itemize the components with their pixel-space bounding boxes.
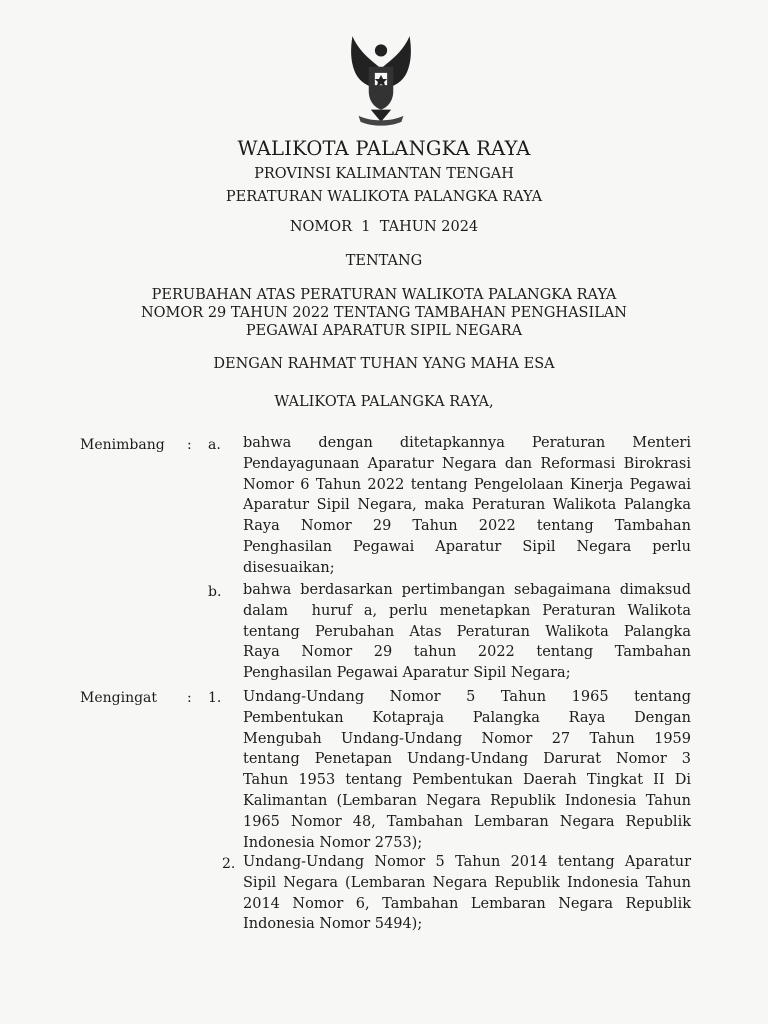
paragraph-line: bahwa dengan ditetapkannya Peraturan Menteri — [243, 435, 691, 451]
paragraph-line: Mengubah Undang-Undang Nomor 27 Tahun 1959 — [243, 730, 691, 747]
paragraph-line: Tahun 1953 tentang Pembentukan Daerah Tingkat II Di — [243, 772, 691, 789]
about-line: NOMOR 29 TAHUN 2022 TENTANG TAMBAHAN PENGHASILAN — [140, 305, 627, 321]
paragraph-line: 1965 Nomor 48, Tambahan Lembaran Negara Republik — [243, 813, 691, 830]
about-block — [0, 286, 768, 340]
about-line: PERUBAHAN ATAS PERATURAN WALIKOTA PALANGKA RAYA — [151, 287, 617, 303]
menimbang-item-b — [243, 580, 691, 684]
menimbang-label: Menimbang — [80, 437, 165, 453]
regulation-number: NOMOR 1 TAHUN 2024 — [289, 219, 479, 235]
mengingat-item-1 — [243, 687, 691, 853]
paragraph-line: tentang Perubahan Atas Peraturan Walikota Palangka — [243, 623, 691, 640]
regulation-line: PERATURAN WALIKOTA PALANGKA RAYA — [225, 189, 543, 205]
menimbang-item-marker: b. — [208, 584, 222, 600]
about-label: TENTANG — [345, 253, 423, 269]
menimbang-item-a — [243, 433, 691, 579]
paragraph-line: Kalimantan (Lembaran Negara Republik Indonesia Tahun — [243, 792, 691, 809]
paragraph-line: Aparatur Sipil Negara, maka Peraturan Walikota Palangka — [243, 497, 691, 514]
paragraph-line: Undang-Undang Nomor 5 Tahun 1965 tentang — [243, 689, 691, 705]
province-line: PROVINSI KALIMANTAN TENGAH — [254, 166, 514, 182]
paragraph-line: tentang Penetapan Undang-Undang Darurat Nomor 3 — [243, 751, 691, 768]
paragraph-line: Raya Nomor 29 tahun 2022 tentang Tambahan — [243, 644, 691, 661]
paragraph-line: Undang-Undang Nomor 5 Tahun 2014 tentang Aparatur — [243, 854, 691, 870]
paragraph-line: Penghasilan Pegawai Aparatur Sipil Negara perlu — [243, 538, 691, 555]
mengingat-label: Mengingat — [80, 690, 158, 706]
paragraph-line: Indonesia Nomor 5494); — [243, 916, 423, 933]
blessing-line: DENGAN RAHMAT TUHAN YANG MAHA ESA — [213, 356, 555, 372]
paragraph-line: Penghasilan Pegawai Aparatur Sipil Negara; — [243, 665, 571, 682]
document-title: WALIKOTA PALANGKA RAYA — [237, 137, 531, 160]
paragraph-line: Raya Nomor 29 Tahun 2022 tentang Tambahan — [243, 518, 691, 535]
mengingat-item-2 — [243, 852, 691, 935]
paragraph-line: Sipil Negara (Lembaran Negara Republik Indonesia Tahun — [243, 874, 691, 891]
mengingat-item-marker: 1. — [208, 690, 222, 706]
mengingat-item-marker: 2. — [222, 856, 236, 872]
menimbang-colon: : — [187, 437, 192, 453]
mayor-line: WALIKOTA PALANGKA RAYA, — [274, 394, 494, 410]
paragraph-line: Indonesia Nomor 2753); — [243, 834, 423, 851]
paragraph-line: dalam huruf a, perlu menetapkan Peraturan Walikota — [243, 602, 691, 619]
paragraph-line: disesuaikan; — [243, 559, 335, 576]
mengingat-colon: : — [187, 690, 192, 706]
menimbang-item-marker: a. — [208, 437, 221, 453]
about-line: PEGAWAI APARATUR SIPIL NEGARA — [245, 323, 523, 339]
garuda-pancasila-emblem-icon — [330, 28, 432, 130]
paragraph-line: Nomor 6 Tahun 2022 tentang Pengelolaan Kinerja Pegawai — [243, 476, 691, 493]
paragraph-line: Pembentukan Kotapraja Palangka Raya Dengan — [243, 709, 691, 726]
paragraph-line: Pendayagunaan Aparatur Negara dan Reformasi Birokrasi — [243, 455, 691, 472]
paragraph-line: 2014 Nomor 6, Tambahan Lembaran Negara Republik — [243, 895, 691, 912]
paragraph-line: bahwa berdasarkan pertimbangan sebagaimana dimaksud — [243, 582, 691, 598]
